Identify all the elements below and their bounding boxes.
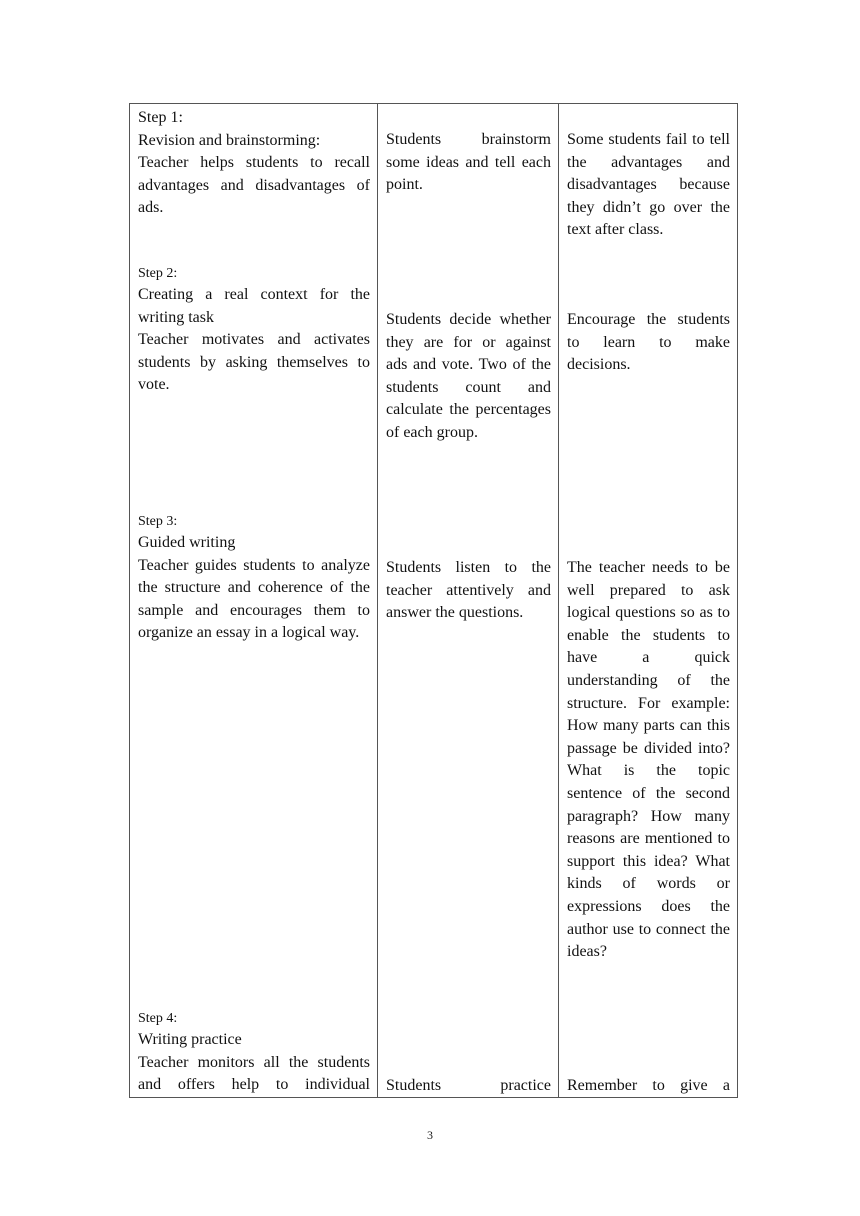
step-3-student-cell: Students listen to the teacher attentively and answer the questions. [386, 559, 551, 622]
step-4-teacher-cell [138, 1009, 370, 1097]
teacher-activity-column [130, 104, 378, 1097]
step-1-student-cell: Students brainstorm some ideas and tell each point. [386, 131, 551, 194]
step-2-student-cell: Students decide whether they are for or against ads and vote. Two of the students count and calculate the percentages of each group. [386, 311, 551, 441]
step-3-title: Guided writing [138, 534, 236, 551]
step-2-description: Teacher motivates and activates students by asking themselves to vote. [138, 331, 370, 394]
student-activity-column [378, 104, 559, 1097]
lesson-plan-table [129, 103, 738, 1098]
step-4-label: Step 4: [138, 1011, 178, 1026]
step-4-title: Writing practice [138, 1031, 242, 1048]
step-3-label: Step 3: [138, 514, 178, 529]
step-1-description: Teacher helps students to recall advantages and disadvantages of ads. [138, 154, 370, 217]
step-2-notes-cell: Encourage the students to learn to make decisions. [567, 311, 730, 374]
step-1-teacher-cell [138, 107, 370, 220]
step-4-description: Teacher monitors all the students and offers help to individual [138, 1053, 370, 1094]
step-2-teacher-cell [138, 264, 370, 397]
step-2-title: Creating a real context for the writing task [138, 286, 370, 326]
step-3-notes-cell: The teacher needs to be well prepared to ask logical questions so as to enable the students to have a quick understanding of the structure. For example: How many parts can this passage be divided into? What is the topic sentence of the second paragraph? How many reasons are mentioned to support this idea? What kinds of words or expressions does the author use to connect the ideas? [567, 559, 730, 961]
step-1-label: Step 1: [138, 109, 183, 126]
step-1-notes-cell: Some students fail to tell the advantages and disadvantages because they didn’t go over the text after class. [567, 131, 730, 239]
page-number: 3 [427, 1128, 433, 1142]
notes-column [559, 104, 737, 1097]
step-3-description: Teacher guides students to analyze the structure and coherence of the sample and encourages them to organize an essay in a logical way. [138, 556, 370, 642]
step-4-notes-cell: Remember to give a [567, 1077, 730, 1094]
step-1-title: Revision and brainstorming: [138, 131, 321, 149]
step-2-label: Step 2: [138, 266, 178, 281]
step-3-teacher-cell [138, 512, 370, 645]
step-4-student-cell: Students practice [386, 1077, 551, 1094]
